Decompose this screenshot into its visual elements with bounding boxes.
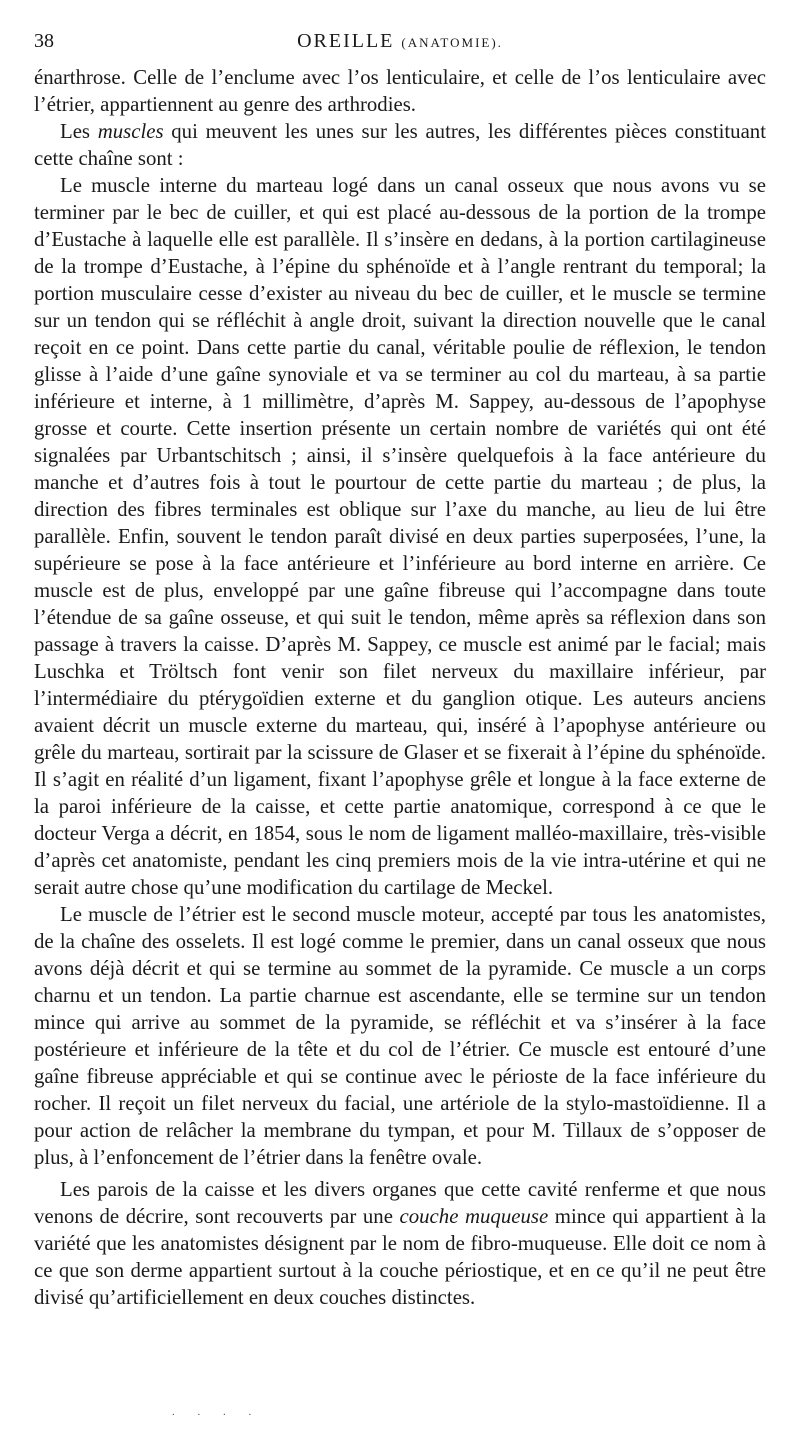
paragraph-2 bbox=[34, 118, 766, 172]
body-text bbox=[34, 64, 766, 1311]
running-title-sub: (ANATOMIE). bbox=[401, 35, 503, 50]
document-page bbox=[34, 30, 766, 1311]
paragraph-5 bbox=[34, 1176, 766, 1311]
paragraph-2-end: qui meuvent les unes sur les autres, les différentes pièces constituant cette chaîne sont : bbox=[34, 120, 766, 170]
paragraph-5-emphasis: couche muqueuse bbox=[399, 1205, 549, 1228]
paragraph-1: énarthrose. Celle de l’enclume avec l’os lenticulaire, et celle de l’os lenticulaire avec l’étrier, appartiennent au genre des arthrodies. bbox=[34, 66, 766, 116]
paragraph-5-start: Les parois de la caisse et les divers organes que cette cavité renferme et que nous venons de décrire, sont recouverts par une bbox=[34, 1178, 766, 1228]
page-header bbox=[34, 30, 766, 64]
running-title bbox=[34, 30, 766, 53]
paragraph-3: Le muscle interne du marteau logé dans un canal osseux que nous avons vu se terminer par le bec de cuiller, et qui est placé au-dessous de la portion de la trompe d’Eustache à laquelle elle est parallèle. Il s’insère en dedans, à la portion cartilagineuse de la trompe d’Eustache, à l’épine du sphénoïde et à l’angle rentrant du temporal; la portion musculaire cesse d’exister au niveau du bec de cuiller, et le muscle se termine sur un tendon qui se réfléchit à angle droit, suivant la direction nouvelle que le canal reçoit en ce point. Dans cette partie du canal, véritable poulie de réflexion, le tendon glisse à l’aide d’une gaîne synoviale et va se terminer au col du marteau, à sa partie inférieure et interne, à 1 millimètre, d’après M. Sappey, au-dessous de l’apophyse grosse et courte. Cette insertion présente un certain nombre de variétés qui ont été signalées par Urbantschitsch ; ainsi, il s’insère quelquefois à la face antérieure du manche et d’autres fois à tout le pourtour de cette partie du marteau ; de plus, la direction des fibres terminales est oblique sur l’axe du manche, au lieu de lui être parallèle. Enfin, souvent le tendon paraît divisé en deux parties superposées, l’une, la supérieure se pose à la face antérieure et l’inférieure au bord interne en arrière. Ce muscle est de plus, enveloppé par une gaîne fibreuse qui l’accompagne dans toute l’étendue de sa gaîne osseuse, et qui suit le tendon, même après sa réflexion dans son passage à travers la caisse. D’après M. Sappey, ce muscle est animé par le facial; mais Luschka et Tröltsch font venir son filet nerveux du maxillaire inférieur, par l’intermédiaire du ptérygoïdien externe et du ganglion otique. Les auteurs anciens avaient décrit un muscle externe du marteau, qui, inséré à l’apophyse antérieure ou grêle du marteau, sortirait par la scissure de Glaser et se fixerait à l’épine du sphénoïde. Il s’agit en réalité d’un ligament, fixant l’apophyse grêle et longue à la face externe de la paroi inférieure de la caisse, et cette partie anatomique, correspond à ce que le docteur Verga a décrit, en 1854, sous le nom de ligament malléo-maxillaire, très-visible d’après cet anatomiste, pendant les cinq premiers mois de la vie intra-utérine et qui ne serait autre chose qu’une modification du cartilage de Meckel. bbox=[34, 174, 766, 899]
paragraph-2-start: Les bbox=[60, 120, 98, 143]
running-title-main: OREILLE bbox=[297, 30, 395, 52]
paragraph-2-emphasis: muscles bbox=[97, 120, 164, 143]
paragraph-5-end: mince qui appartient à la variété que les anatomistes désignent par le nom de fibro-muqueuse. Elle doit ce nom à ce que son derme appartient surtout à la couche périostique, et en ce qu’il ne peut être divisé qu’artificiellement en deux couches distinctes. bbox=[34, 1205, 766, 1309]
paragraph-4: Le muscle de l’étrier est le second muscle moteur, accepté par tous les anatomistes, de la chaîne des osselets. Il est logé comme le premier, dans un canal osseux que nous avons déjà décrit et qui se termine au sommet de la pyramide. Ce muscle a un corps charnu et un tendon. La partie charnue est ascendante, elle se termine sur un tendon mince qui arrive au sommet de la pyramide, se réfléchit et va s’insérer à la face postérieure et inférieure de la tête et du col de l’étrier. Ce muscle est entouré d’une gaîne fibreuse appréciable et qui se continue avec le périoste de la face inférieure du rocher. Il reçoit un filet nerveux du facial, une artériole de la stylo-mastoïdienne. Il a pour action de relâcher la membrane du tympan, et pour M. Tillaux de s’opposer de plus, à l’enfoncement de l’étrier dans la fenêtre ovale. bbox=[34, 903, 766, 1169]
page-number: 38 bbox=[34, 30, 54, 52]
footer-marks: . . . . bbox=[172, 1406, 262, 1418]
